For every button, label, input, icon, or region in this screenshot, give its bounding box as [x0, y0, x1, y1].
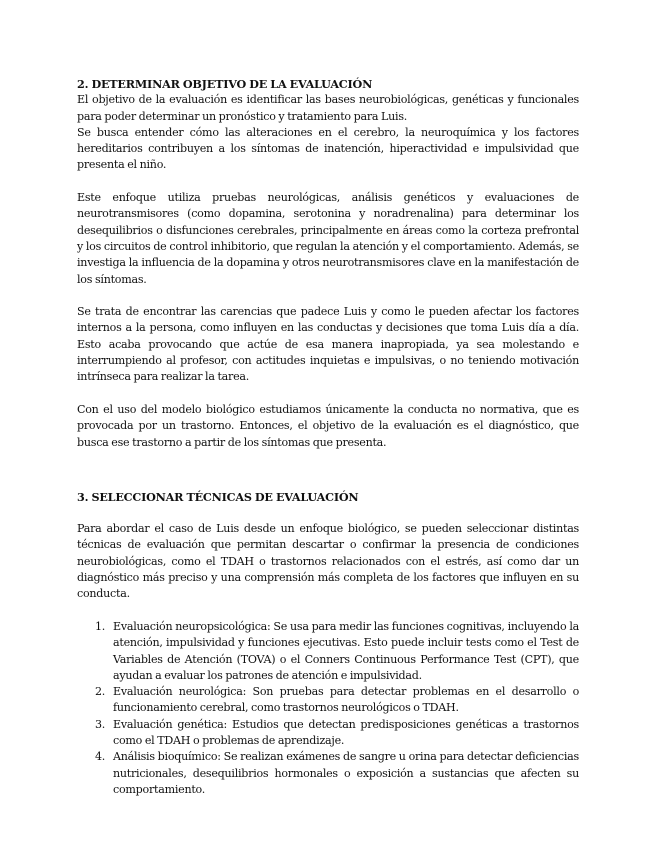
list-item-text: Evaluación neurológica: Son pruebas para detectar problemas en el desarrollo o funcionamiento cerebral, como trastornos neurológicos o TDAH. — [113, 685, 579, 715]
section-3-heading: 3. SELECCIONAR TÉCNICAS DE EVALUACIÓN — [77, 489, 359, 504]
list-item-text: Evaluación genética: Estudios que detectan predisposiciones genéticas a trastornos como el TDAH o problemas de aprendizaje. — [113, 717, 579, 747]
list-item — [95, 684, 579, 717]
list-item-number: 3. — [95, 717, 106, 731]
section-2-paragraph-5: Con el uso del modelo biológico estudiamos únicamente la conducta no normativa, que es provocada por un trastorno. Entonces, el objetivo de la evaluación es el diagnóstico, que busca ese trastorno a partir de los síntomas que presenta. — [77, 402, 579, 449]
section-2-paragraph-1: El objetivo de la evaluación es identificar las bases neurobiológicas, genéticas y funcionales para poder determinar un pronóstico y tratamiento para Luis. — [77, 93, 579, 123]
section-2-paragraph-3: Este enfoque utiliza pruebas neurológicas, análisis genéticos y evaluaciones de neurotransmisores (como dopamina, serotonina y noradrenalina) para determinar los desequilibrios o disfunciones cerebrales, principalmente en áreas como la corteza prefrontal y los circuitos de control inhibitorio, que regulan la atención y el comportamiento. Además, se investiga la influencia de la dopamina y otros neurotransmisores clave en la manifestación de los síntomas. — [77, 191, 579, 286]
list-item-number: 1. — [95, 619, 106, 633]
section-2-paragraph-2: Se busca entender cómo las alteraciones en el cerebro, la neuroquímica y los factores hereditarios contribuyen a los síntomas de inatención, hiperactividad e impulsividad que presenta el niño. — [77, 125, 579, 172]
document-page — [77, 76, 579, 798]
list-item — [95, 619, 579, 684]
section-2-heading: 2. DETERMINAR OBJETIVO DE LA EVALUACIÓN — [77, 77, 373, 91]
list-item-number: 2. — [95, 685, 106, 699]
list-item — [95, 717, 579, 750]
section-3-intro: Para abordar el caso de Luis desde un enfoque biológico, se pueden seleccionar distintas técnicas de evaluación que permitan descartar o confirmar la presencia de condiciones neurobiológicas, como el TDAH o trastornos relacionados con el estrés, así como dar un diagnóstico más preciso y una comprensión más completa de los factores que influyen en su conducta. — [77, 522, 579, 601]
section-2-paragraph-4: Se trata de encontrar las carencias que padece Luis y como le pueden afectar los factores internos a la persona, como influyen en las conductas y decisiones que toma Luis día a día. Esto acaba provocando que actúe de esa manera inapropiada, ya sea molestando e interrumpiendo al profesor, con actitudes inquietas e impulsivas, o no teniendo motivación intrínseca para realizar la tarea. — [77, 305, 579, 384]
list-item-text: Evaluación neuropsicológica: Se usa para medir las funciones cognitivas, incluyendo la atención, impulsividad y funciones ejecutivas. Esto puede incluir tests como el Test de Variables de Atención (TOVA) o el Conners Continuous Performance Test (CPT), que ayudan a evaluar los patrones de atención e impulsividad. — [113, 619, 579, 682]
list-item-text: Análisis bioquímico: Se realizan exámenes de sangre u orina para detectar deficiencias nutricionales, desequilibrios hormonales o exposición a sustancias que afecten su comportamiento. — [113, 750, 579, 796]
evaluation-techniques-list — [77, 619, 579, 798]
list-item — [95, 749, 579, 798]
list-item-number: 4. — [95, 750, 106, 764]
